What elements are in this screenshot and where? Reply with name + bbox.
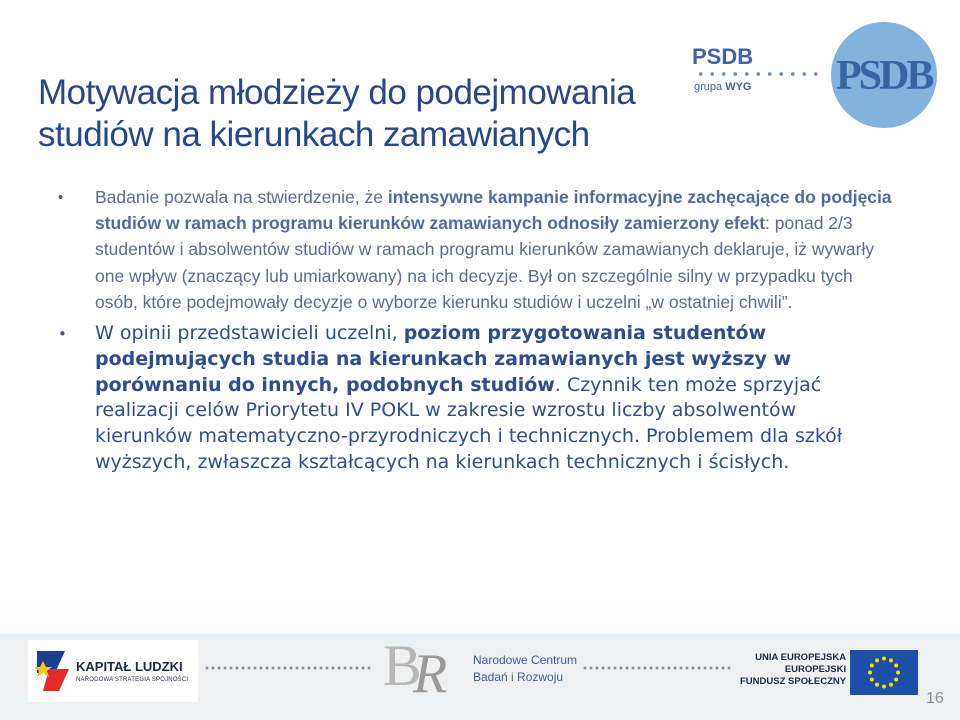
ncbr-logo-letter-r: R <box>413 643 448 705</box>
slide-title <box>38 72 698 156</box>
bullet-1-text-1: Badanie pozwala na stwierdzenie, że <box>95 187 388 207</box>
page-number: 16 <box>926 690 944 707</box>
bullet-list <box>58 184 898 482</box>
eu-flag-icon <box>850 650 918 695</box>
bullet-1-emphasis: intensywne kampanie informacyjne zachęcające do podjęcia studiów w ramach programu kierunków zamawianych odnosiły zamierzony efekt <box>95 187 892 234</box>
eu-star <box>889 683 893 687</box>
bullet-mark: • <box>58 189 64 206</box>
eu-star <box>894 678 898 682</box>
bullet-1-text-2: : ponad 2/3 studentów i absolwentów studiów w ramach programu kierunków zamawianych deklaruje, iż wywarły one wpływ (znaczący lub umiarkowany) na ich decyzje. Był on szczególnie silny w przypadku tych osób, które podejmowały decyzje o wyborze kierunku studiów i uczelni „w ostatniej chwili”. <box>95 213 875 312</box>
ncbr-logo <box>383 633 473 705</box>
ncbr-name-line-1: Narodowe Centrum <box>473 653 578 667</box>
eu-star <box>882 685 886 689</box>
bullet-item-1 <box>58 184 898 315</box>
ncbr-name <box>473 652 577 686</box>
eu-text-line-1: UNIA EUROPEJSKA <box>755 652 847 663</box>
eu-star <box>894 664 898 668</box>
eu-text <box>740 652 846 688</box>
eu-star <box>882 657 886 661</box>
psdb-logo-dots <box>695 70 825 78</box>
footer-divider-dots-2 <box>582 665 732 671</box>
psdb-circle-logo-text: PSDB <box>836 53 932 99</box>
bullet-item-2 <box>58 321 898 476</box>
slide-title-line-2: studiów na kierunkach zamawianych <box>38 115 590 154</box>
bullet-2-emphasis: poziom przygotowania studentów podejmujących studia na kierunkach zamawianych jest wyższy w porównaniu do innych, podobnych studiów <box>95 322 792 396</box>
eu-text-line-3: FUNDUSZ SPOŁECZNY <box>740 676 847 687</box>
psdb-group-name: WYG <box>725 81 752 93</box>
kapital-ludzki-subtitle: NARODOWA STRATEGIA SPÓJNOŚCI <box>76 677 189 683</box>
slide-title-line-1: Motywacja młodzieży do podejmowania <box>38 73 636 112</box>
eu-star <box>868 671 872 675</box>
eu-star <box>896 671 900 675</box>
psdb-group-prefix: grupa <box>694 81 723 93</box>
bullet-mark: • <box>58 325 67 344</box>
eu-star <box>870 678 874 682</box>
eu-star <box>870 664 874 668</box>
bullet-2-text-2: . Czynnik ten może sprzyjać realizacji celów Priorytetu IV POKL w zakresie wzrostu liczby absolwentów kierunków matematyczno-przyrodniczych i technicznych. Problemem dla szkół wyższych, zwłaszcza kształcących na kierunkach technicznych i ścisłych. <box>95 373 843 473</box>
bullet-2-text-1: W opinii przedstawicieli uczelni, <box>95 322 404 345</box>
eu-star <box>875 683 879 687</box>
kapital-ludzki-title: KAPITAŁ LUDZKI <box>76 659 183 674</box>
eu-star <box>875 658 879 662</box>
ncbr-name-line-2: Badań i Rozwoju <box>473 670 564 684</box>
kapital-ludzki-flag-icon <box>35 647 71 693</box>
psdb-logo-text: PSDB <box>692 44 754 69</box>
eu-star <box>889 658 893 662</box>
psdb-group-label <box>694 81 751 93</box>
ncbr-logo-letter-b: B <box>383 633 422 698</box>
eu-text-line-2: EUROPEJSKI <box>784 664 847 675</box>
footer-divider-dots-1 <box>204 665 372 671</box>
